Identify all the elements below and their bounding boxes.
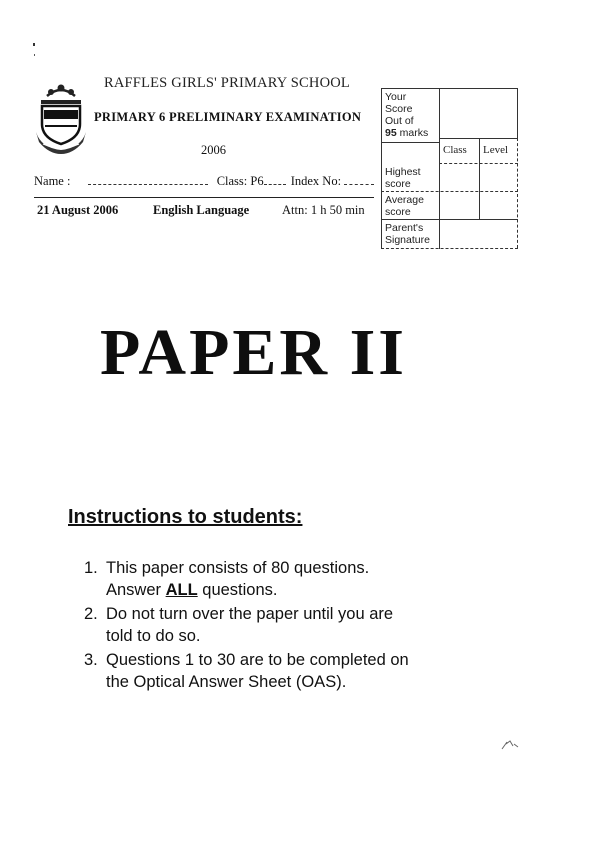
- score-box: [381, 88, 518, 249]
- index-field[interactable]: [344, 172, 374, 185]
- school-name: RAFFLES GIRLS' PRIMARY SCHOOL: [104, 75, 350, 91]
- your-score-label: Your Score Out of 95 marks: [385, 91, 429, 139]
- level-column-header: Level: [483, 144, 509, 156]
- class-label: Class: P6: [216, 174, 264, 188]
- instruction-item: 1. This paper consists of 80 questions. Answer ALL questions.: [84, 559, 370, 599]
- parent-signature-label: Parent's Signature: [385, 222, 430, 246]
- instructions-list: [84, 557, 504, 695]
- instruction-item: 2. Do not turn over the paper until you are told to do so.: [84, 605, 394, 645]
- class-field[interactable]: [264, 172, 286, 185]
- average-score-label: Average score: [385, 194, 424, 218]
- exam-duration: Attn: 1 h 50 min: [282, 203, 365, 217]
- exam-year: 2006: [201, 143, 226, 157]
- school-crest-icon: [33, 82, 89, 156]
- index-label: Index No:: [290, 174, 342, 188]
- pencil-mark-icon: [501, 738, 519, 750]
- exam-title: PRIMARY 6 PRELIMINARY EXAMINATION: [94, 110, 362, 124]
- exam-date: 21 August 2006: [37, 203, 119, 217]
- instruction-item: 3. Questions 1 to 30 are to be completed on the Optical Answer Sheet (OAS).: [84, 651, 409, 691]
- name-label: Name :: [34, 174, 71, 188]
- exam-subject: English Language: [153, 203, 250, 217]
- student-details-line: [34, 172, 374, 189]
- scan-speck: [34, 54, 35, 56]
- class-column-header: Class: [443, 144, 467, 156]
- header-divider: [34, 197, 374, 198]
- highest-score-label: Highest score: [385, 166, 421, 190]
- name-field[interactable]: [88, 172, 208, 185]
- scan-speck: [33, 43, 35, 46]
- instructions-heading: Instructions to students:: [68, 506, 303, 528]
- paper-title: PAPER II: [100, 316, 407, 389]
